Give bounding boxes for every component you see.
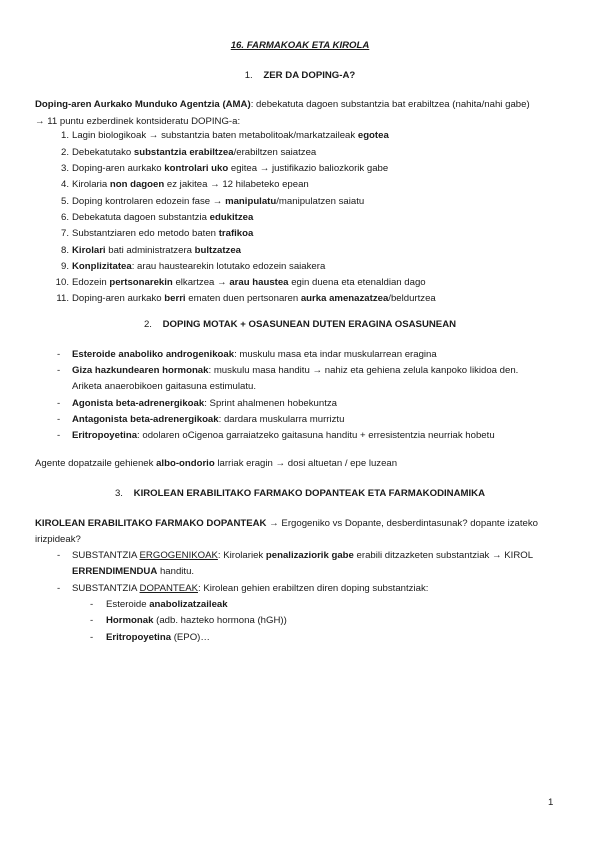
list-item-text: Doping kontrolaren edozein fase → (72, 196, 226, 207)
list-item (72, 130, 389, 141)
doping-type-desc: Ariketa anaerobikoen gaitasuna estimulatu. (72, 381, 256, 392)
list-item-text: elkartzea → (172, 277, 230, 288)
list-item (72, 212, 253, 223)
list-number: 9. (60, 261, 69, 272)
doping-type-desc: : Sprint ahalmenen hobekuntza (204, 398, 338, 409)
substance-bold: anabolizatzaileak (149, 599, 228, 610)
dash-bullet: - (57, 398, 61, 409)
dash-bullet: - (57, 414, 61, 425)
list-item (72, 261, 325, 272)
list-item-bold: non dagoen (109, 179, 165, 190)
list-number: 6. (60, 212, 69, 223)
doping-type-desc: : dardara muskularra murriztu (218, 414, 345, 425)
section-title: DOPING MOTAK + OSASUNEAN DUTEN ERAGINA OSASUNEAN (162, 319, 457, 330)
list-item (72, 163, 388, 174)
section-number: 1. (244, 70, 253, 81)
list-item-text: ematen duen pertsonaren (185, 293, 301, 304)
list-item-bold: egotea (357, 130, 389, 141)
section-number: 2. (143, 319, 152, 330)
subs1-text-3: erabili ditzazketen substantziak → KIROL (353, 550, 534, 561)
subs2-text-2: : Kirolean gehien erabiltzen diren doping substantziak: (198, 583, 429, 594)
doping-type-desc: : muskulu masa eta indar muskularrean eragina (234, 349, 437, 360)
list-item-bold: substantzia erabiltzea (133, 147, 234, 158)
substance-item (106, 599, 228, 610)
agente-text: Agente dopatzaile gehienek (35, 458, 157, 469)
doping-type-desc: : muskulu masa handitu → nahiz eta gehiena zelula kanpoko likidoa den. (208, 365, 519, 376)
subs2-underlined: DOPANTEAK (139, 583, 198, 594)
list-item (72, 196, 364, 207)
section-1-heading (0, 70, 600, 81)
list-item-text: /beldurtzea (388, 293, 436, 304)
list-number: 11. (56, 293, 69, 304)
substance-item (106, 615, 287, 626)
list-item-bold: trafikoa (218, 228, 254, 239)
dash-bullet: - (90, 615, 94, 626)
list-item-text: Debekatuta dagoen substantzia (72, 212, 210, 223)
list-item-bold: pertsonarekin (109, 277, 173, 288)
dash-bullet: - (57, 583, 61, 594)
list-item-text: egitea → justifikazio baliozkorik gabe (228, 163, 389, 174)
subs1-line-2 (72, 566, 194, 577)
section-3-heading (0, 488, 600, 499)
doping-type-item (72, 365, 518, 376)
doping-type-item (72, 398, 337, 409)
kirol-line-1 (35, 518, 538, 529)
subs1-bold: penalizaziorik gabe (265, 550, 354, 561)
list-item-text: Kirolaria (72, 179, 110, 190)
list-number: 2. (60, 147, 69, 158)
section-2-heading (0, 319, 600, 330)
substance-bold: Eritropoyetina (106, 632, 172, 643)
list-item-text: ez jakitea → 12 hilabeteko epean (164, 179, 309, 190)
dash-bullet: - (90, 632, 94, 643)
dash-bullet: - (57, 349, 61, 360)
subs2-text: SUBSTANTZIA (72, 583, 140, 594)
subs1-text: SUBSTANTZIA (72, 550, 140, 561)
list-item-bold: Konplizitatea (72, 261, 132, 272)
list-number: 5. (60, 196, 69, 207)
page-number: 1 (548, 797, 554, 808)
doping-type-name: Antagonista beta-adrenergikoak (72, 414, 219, 425)
list-item (72, 277, 426, 288)
list-item-text: Lagin biologikoak → substantzia baten metabolitoak/markatzaileak (72, 130, 358, 141)
list-item-bold: arau haustea (229, 277, 289, 288)
subs1-text-2: : Kirolariek (217, 550, 266, 561)
dash-bullet: - (90, 599, 94, 610)
intro-line-1 (35, 99, 530, 110)
doping-type-name: Esteroide anaboliko androgenikoak (72, 349, 235, 360)
substance-text-2: (EPO)… (171, 632, 210, 643)
substance-bold: Hormonak (106, 615, 154, 626)
dash-bullet: - (57, 365, 61, 376)
kirol-bold: KIROLEAN ERABILITAKO FARMAKO DOPANTEAK (35, 518, 267, 529)
list-item-bold: Kirolari (72, 245, 106, 256)
list-number: 8. (60, 245, 69, 256)
intro-text: : debekatuta dagoen substantzia bat erabiltzea (nahita/nahi gabe) (250, 99, 530, 110)
doping-type-name: Eritropoyetina (72, 430, 138, 441)
doping-type-item (72, 381, 256, 392)
list-item-text: /manipulatzen saiatu (276, 196, 365, 207)
list-item-bold: aurka amenazatzea (300, 293, 389, 304)
kirol-text: → Ergogeniko vs Dopante, desberdintasunak? dopante izateko (266, 518, 538, 529)
substance-item (106, 632, 210, 643)
list-item (72, 293, 436, 304)
list-item (72, 245, 241, 256)
kirol-line-2: irizpideak? (35, 534, 81, 545)
list-number: 1. (60, 130, 69, 141)
list-item-text: Doping-aren aurkako (72, 163, 165, 174)
substance-text: Esteroide (106, 599, 150, 610)
list-item-text: Doping-aren aurkako (72, 293, 165, 304)
subs2-line (72, 583, 428, 594)
subs1-bold-2: ERRENDIMENDUA (72, 566, 158, 577)
dash-bullet: - (57, 550, 61, 561)
section-number: 3. (114, 488, 123, 499)
list-item (72, 228, 253, 239)
list-item-text: /erabiltzen saiatzea (233, 147, 317, 158)
doping-type-desc: : odolaren oCigenoa garraiatzeko gaitasuna handitu + erresistentzia neurriak hobetu (137, 430, 495, 441)
doping-type-item (72, 430, 495, 441)
list-item-bold: berri (164, 293, 186, 304)
section-title: ZER DA DOPING-A? (263, 70, 356, 81)
subs1-line-1 (72, 550, 533, 561)
doping-type-item (72, 414, 344, 425)
list-number: 7. (60, 228, 69, 239)
document-title: 16. FARMAKOAK ETA KIROLA (230, 40, 370, 51)
agente-bold: albo-ondorio (156, 458, 215, 469)
agente-text-2: larriak eragin → dosi altuetan / epe luzean (214, 458, 398, 469)
substance-text-2: (adb. hazteko hormona (hGH)) (153, 615, 287, 626)
list-item-bold: manipulatu (225, 196, 277, 207)
list-item-text: Edozein (72, 277, 110, 288)
dash-bullet: - (57, 430, 61, 441)
agency-name: Doping-aren Aurkako Munduko Agentzia (AMA) (35, 99, 251, 110)
subs1-text-4: handitu. (157, 566, 195, 577)
list-item-text: bati administratzera (105, 245, 195, 256)
doping-type-name: Giza hazkundearen hormonak (72, 365, 209, 376)
list-number: 10. (55, 277, 69, 288)
list-item-text: Debekatutako (72, 147, 134, 158)
list-item-bold: edukitzea (209, 212, 254, 223)
list-number: 4. (60, 179, 69, 190)
list-item-text: : arau haustearekin lotutako edozein saiakera (131, 261, 326, 272)
list-item-bold: kontrolari uko (164, 163, 229, 174)
list-item (72, 147, 316, 158)
doping-type-name: Agonista beta-adrenergikoak (72, 398, 205, 409)
list-item-bold: bultzatzea (194, 245, 242, 256)
subs1-underlined: ERGOGENIKOAK (139, 550, 218, 561)
intro-line-2: → 11 puntu ezberdinek kontsideratu DOPING-a: (35, 116, 241, 127)
section-title: KIROLEAN ERABILITAKO FARMAKO DOPANTEAK ETA FARMAKODINAMIKA (133, 488, 486, 499)
list-item (72, 179, 309, 190)
doping-type-item (72, 349, 437, 360)
list-item-text: egin duena eta etenaldian dago (288, 277, 426, 288)
list-item-text: Substantziaren edo metodo baten (72, 228, 219, 239)
list-number: 3. (60, 163, 69, 174)
agente-line (35, 458, 397, 469)
